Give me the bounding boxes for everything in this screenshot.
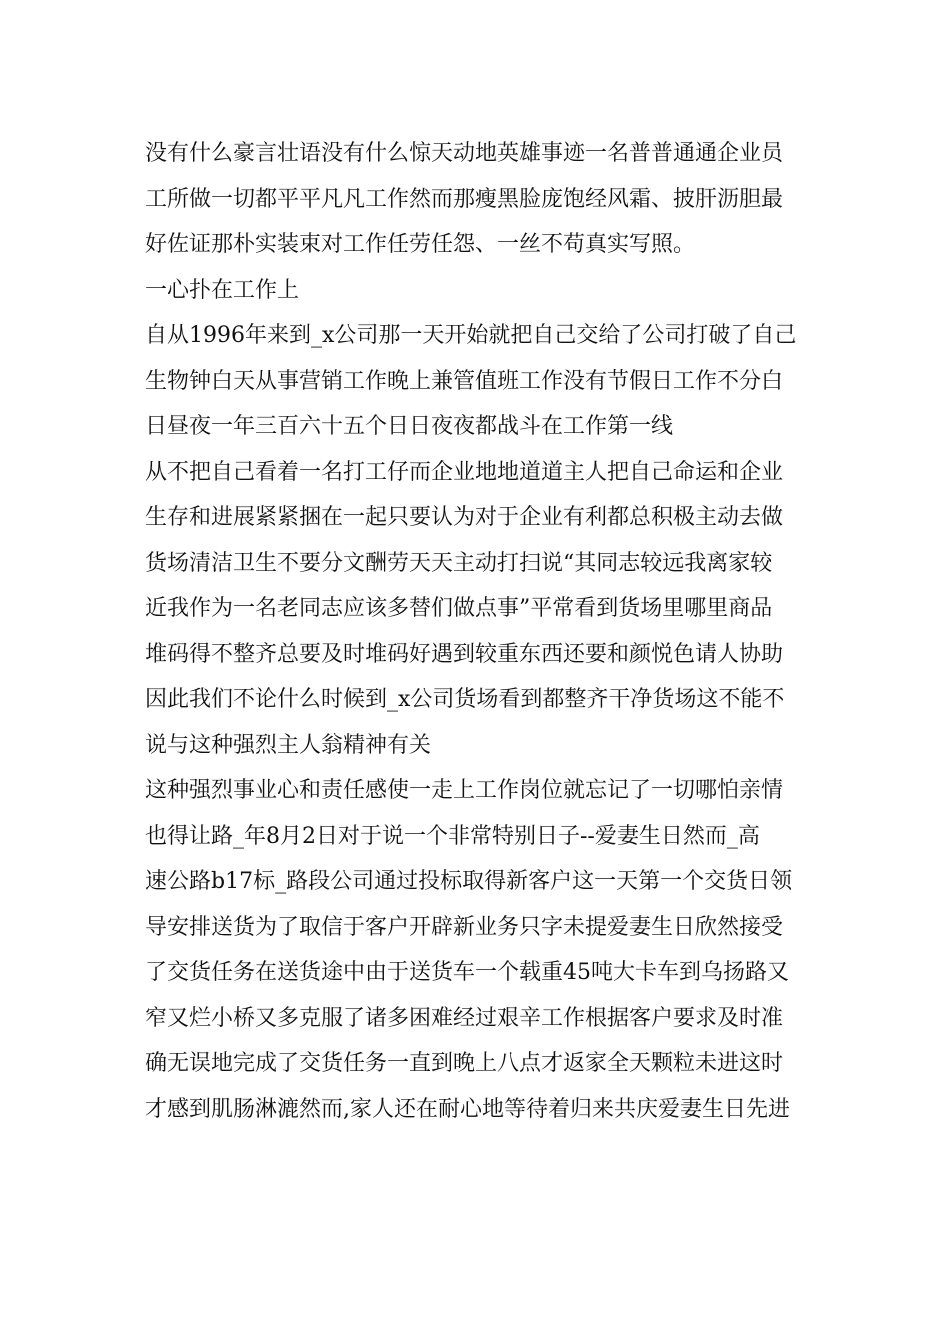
text-line: 货场清洁卫生不要分文酬劳天天主动打扫说“其同志较远我离家较 [145, 550, 773, 576]
text-line: 确无误地完成了交货任务一直到晚上八点才返家全天颗粒未进这时 [145, 1051, 784, 1076]
text-line: 生存和进展紧紧捆在一起只要认为对于企业有利都总积极主动去做 [145, 505, 784, 530]
text-line: 速公路b17标_路段公司通过投标取得新客户这一天第一个交货日领 [145, 869, 793, 894]
text-line: 好佐证那朴实装束对工作任劳任怨、一丝不苟真实写照。 [145, 232, 696, 257]
text-line: 近我作为一名老同志应该多替们做点事”平常看到货场里哪里商品 [145, 596, 773, 621]
text-line: 窄又烂小桥又多克服了诸多困难经过艰辛工作根据客户要求及时准 [145, 1005, 784, 1031]
text-line: 才感到肌肠淋漉然而,家人还在耐心地等待着归来共庆爱妻生日先进 [145, 1096, 790, 1122]
text-line: 了交货任务在送货途中由于送货车一个载重45吨大卡车到乌扬路又 [145, 960, 789, 985]
section-heading: 一心扑在工作上 [145, 277, 300, 303]
text-line: 从不把自己看着一名打工仔而企业地地道道主人把自己命运和企业 [145, 459, 784, 485]
text-line: 自从1996年来到_x公司那一天开始就把自己交给了公司打破了自己 [145, 323, 797, 348]
text-line: 说与这种强烈主人翁精神有关 [145, 732, 432, 758]
text-line: 生物钟白天从事营销工作晚上兼管值班工作没有节假日工作不分白 [145, 368, 784, 394]
text-line: 也得让路_年8月2日对于说一个非常特别日子--爱妻生日然而_高 [145, 823, 760, 849]
text-line: 没有什么豪言壮语没有什么惊天动地英雄事迹一名普普通通企业员 [145, 141, 784, 166]
text-line: 日昼夜一年三百六十五个日日夜夜都战斗在工作第一线 [145, 414, 674, 439]
text-line: 这种强烈事业心和责任感使一走上工作岗位就忘记了一切哪怕亲情 [145, 778, 784, 803]
text-line: 因此我们不论什么时候到_x公司货场看到都整齐干净货场这不能不 [145, 687, 785, 712]
text-line: 堆码得不整齐总要及时堆码好遇到较重东西还要和颜悦色请人协助 [145, 641, 784, 667]
document-body [145, 131, 815, 1132]
text-line: 导安排送货为了取信于客户开辟新业务只字未提爱妻生日欣然接受 [145, 914, 784, 940]
text-line: 工所做一切都平平凡凡工作然而那瘦黑脸庞饱经风霜、披肝沥胆最 [145, 186, 784, 212]
